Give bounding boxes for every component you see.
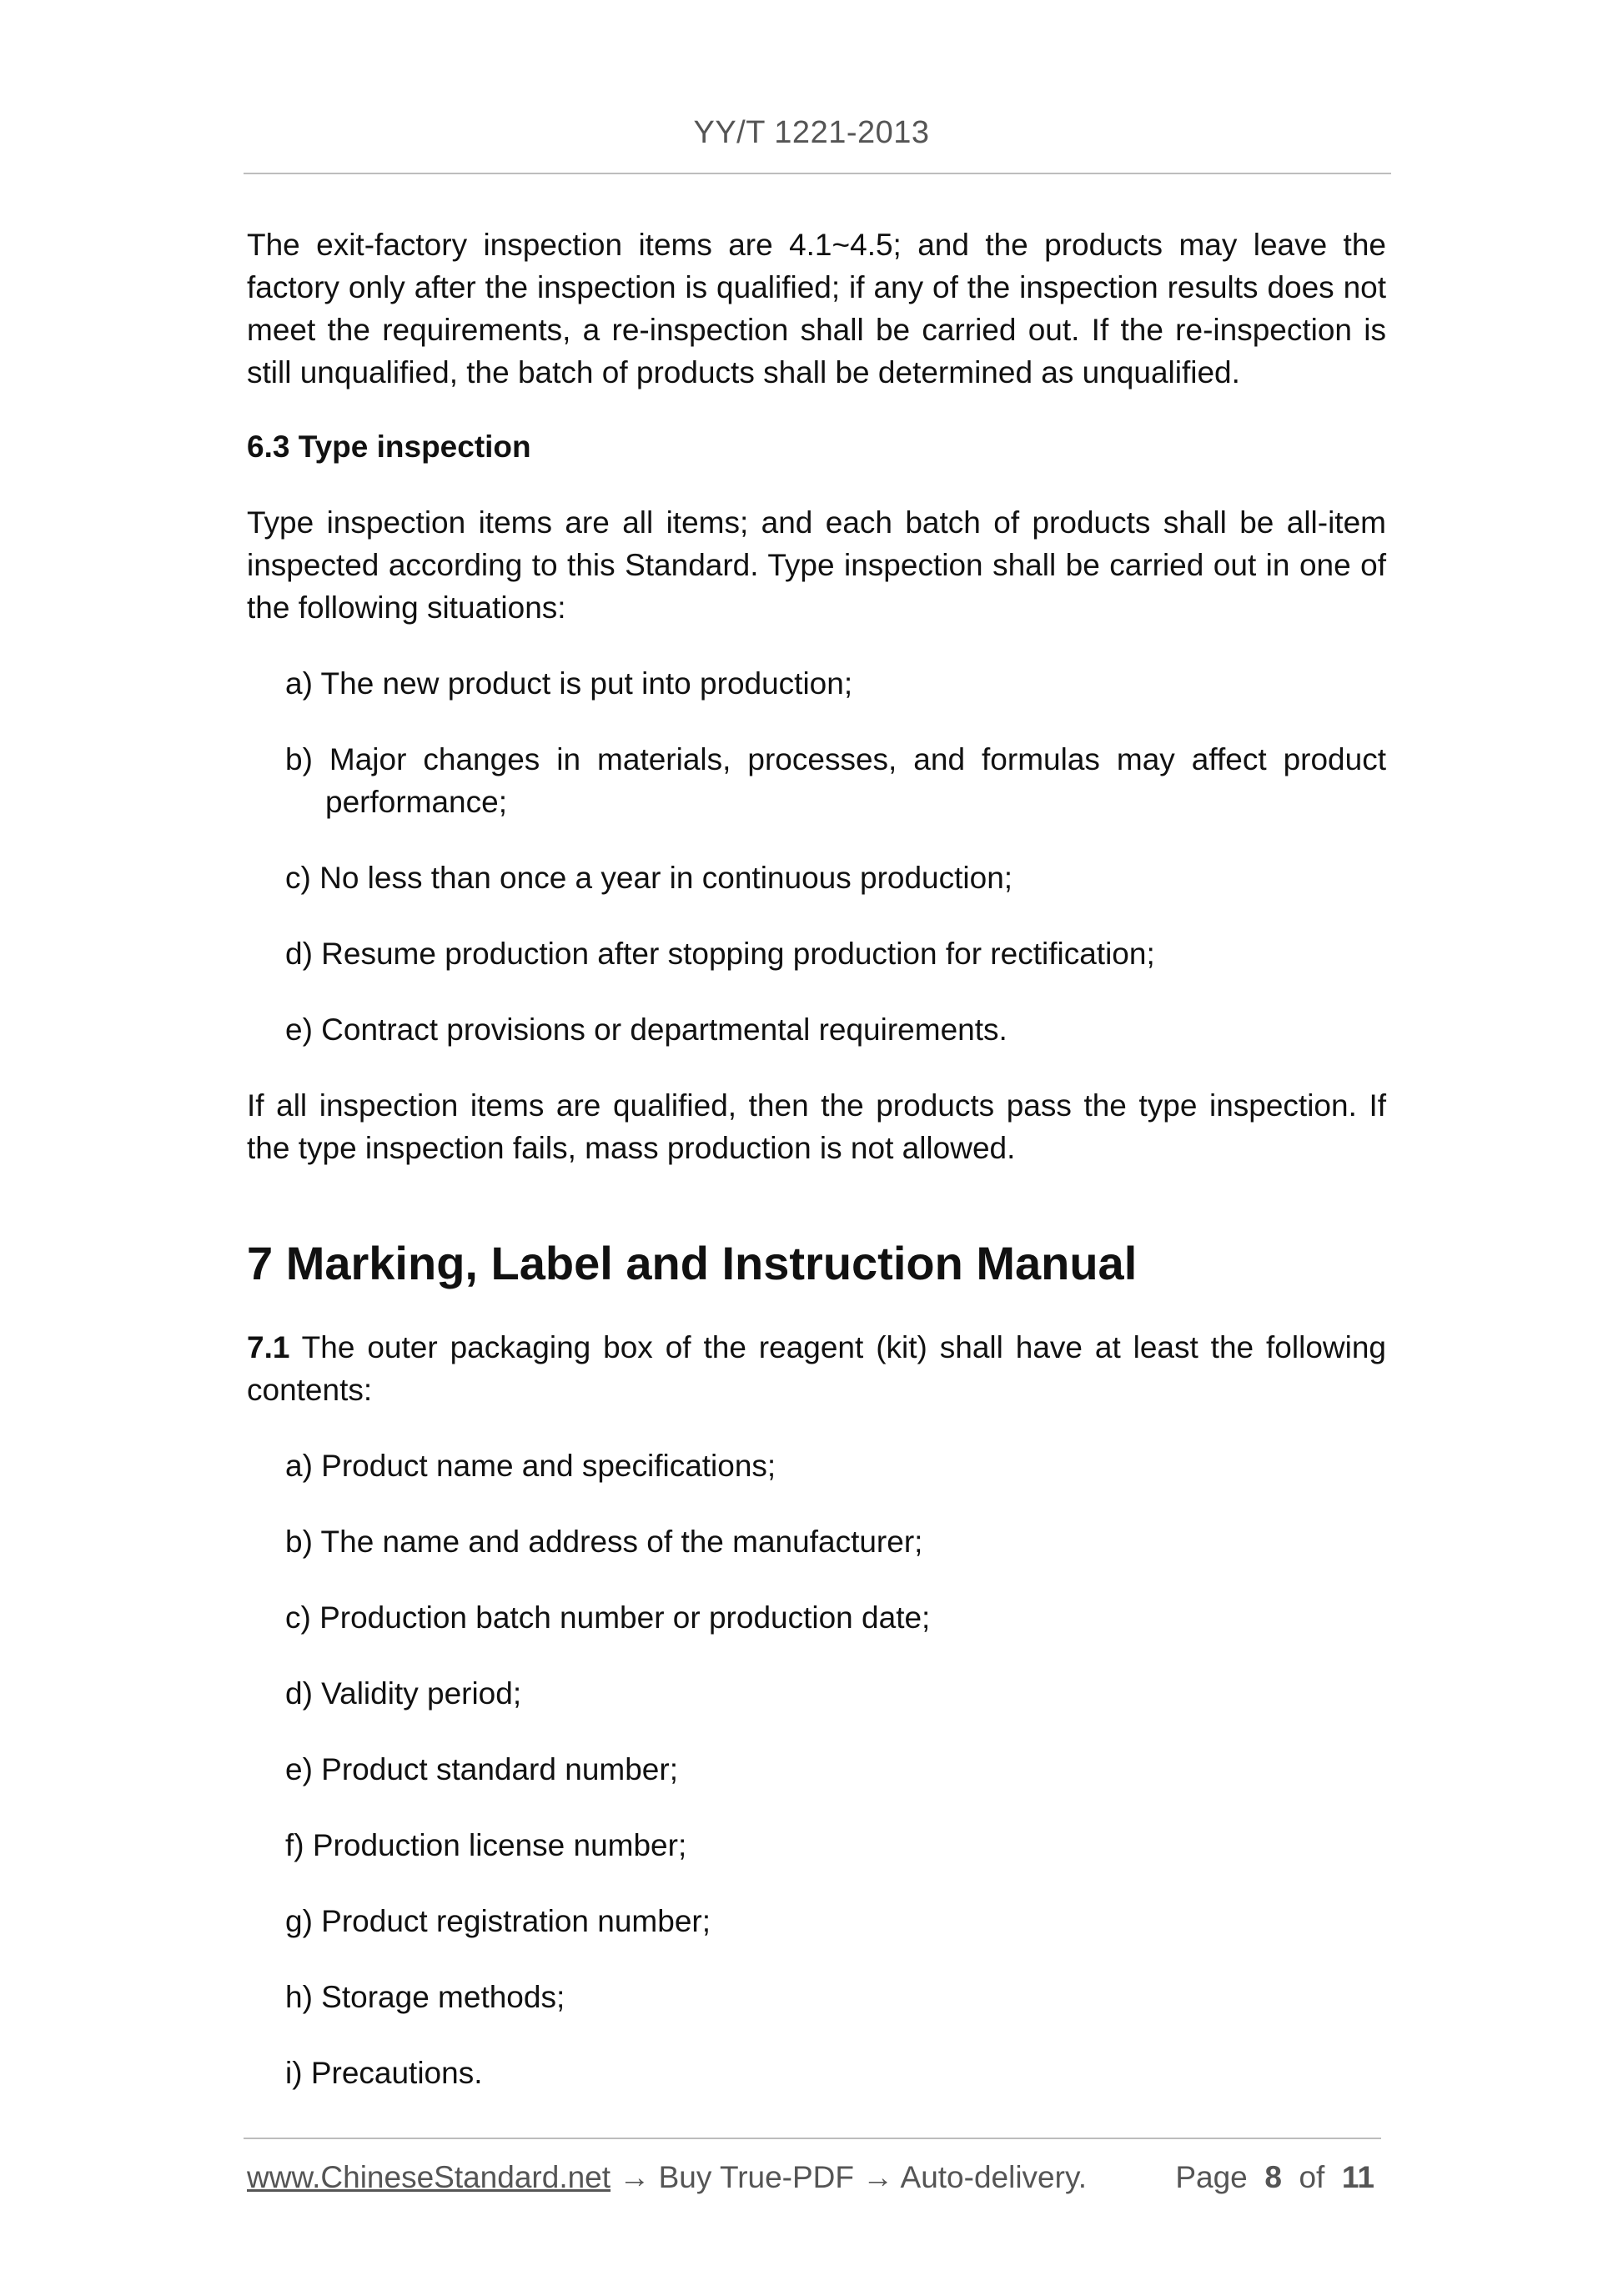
- page-total: 11: [1341, 2160, 1374, 2194]
- clause-text: The outer packaging box of the reagent (kit) shall have at least the following contents:: [247, 1330, 1386, 1407]
- website-link[interactable]: www.ChineseStandard.net: [247, 2160, 611, 2194]
- list-item: d) Validity period;: [285, 1676, 522, 1711]
- type-inspection-paragraph: Type inspection items are all items; and each batch of products shall be all-item inspected according to this Standard. Type inspection shall be carried out in one of the following situations:: [247, 505, 1386, 625]
- type-result-paragraph: If all inspection items are qualified, then the products pass the type inspection. If the type inspection fails, mass production is not allowed.: [247, 1088, 1386, 1165]
- list-item: d) Resume production after stopping production for rectification;: [285, 937, 1155, 971]
- list-item: b) The name and address of the manufacturer;: [285, 1525, 923, 1559]
- clause-number: 7.1: [247, 1330, 290, 1364]
- list-item: e) Contract provisions or departmental requirements.: [285, 1012, 1007, 1047]
- footer-promo: [247, 2160, 1087, 2195]
- page-content: [247, 224, 1386, 2094]
- exit-factory-paragraph: The exit-factory inspection items are 4.1~4.5; and the products may leave the factory only after the inspection is qualified; if any of the inspection results does not meet the requirements, a re-inspection shall be carried out. If the re-inspection is still unqualified, the batch of products shall be determined as unqualified.: [247, 228, 1386, 389]
- page-current: 8: [1264, 2160, 1282, 2194]
- page-label: Page: [1175, 2160, 1248, 2194]
- list-item: i) Precautions.: [285, 2056, 483, 2090]
- list-item: c) Production batch number or production date;: [285, 1600, 931, 1635]
- document-id-header: YY/T 1221-2013: [693, 115, 930, 150]
- section-heading-6-3: 6.3 Type inspection: [247, 430, 531, 464]
- list-item: b) Major changes in materials, processes, and formulas may affect product performance;: [285, 742, 1386, 819]
- list-item: e) Product standard number;: [285, 1752, 678, 1786]
- header-divider: [244, 173, 1391, 174]
- list-item: f) Production license number;: [285, 1828, 687, 1862]
- list-item: c) No less than once a year in continuous production;: [285, 861, 1013, 895]
- footer-divider: [244, 2138, 1381, 2139]
- page-indicator: [1175, 2160, 1374, 2195]
- page-of: of: [1299, 2160, 1325, 2194]
- clause-7-1: [247, 1326, 1386, 1411]
- section-heading-7: 7 Marking, Label and Instruction Manual: [247, 1237, 1138, 1289]
- list-item: a) Product name and specifications;: [285, 1449, 776, 1483]
- footer-tagline: → Buy True-PDF → Auto-delivery.: [611, 2160, 1087, 2194]
- list-item: g) Product registration number;: [285, 1904, 711, 1938]
- list-item: a) The new product is put into production;: [285, 666, 853, 701]
- list-item: h) Storage methods;: [285, 1980, 565, 2014]
